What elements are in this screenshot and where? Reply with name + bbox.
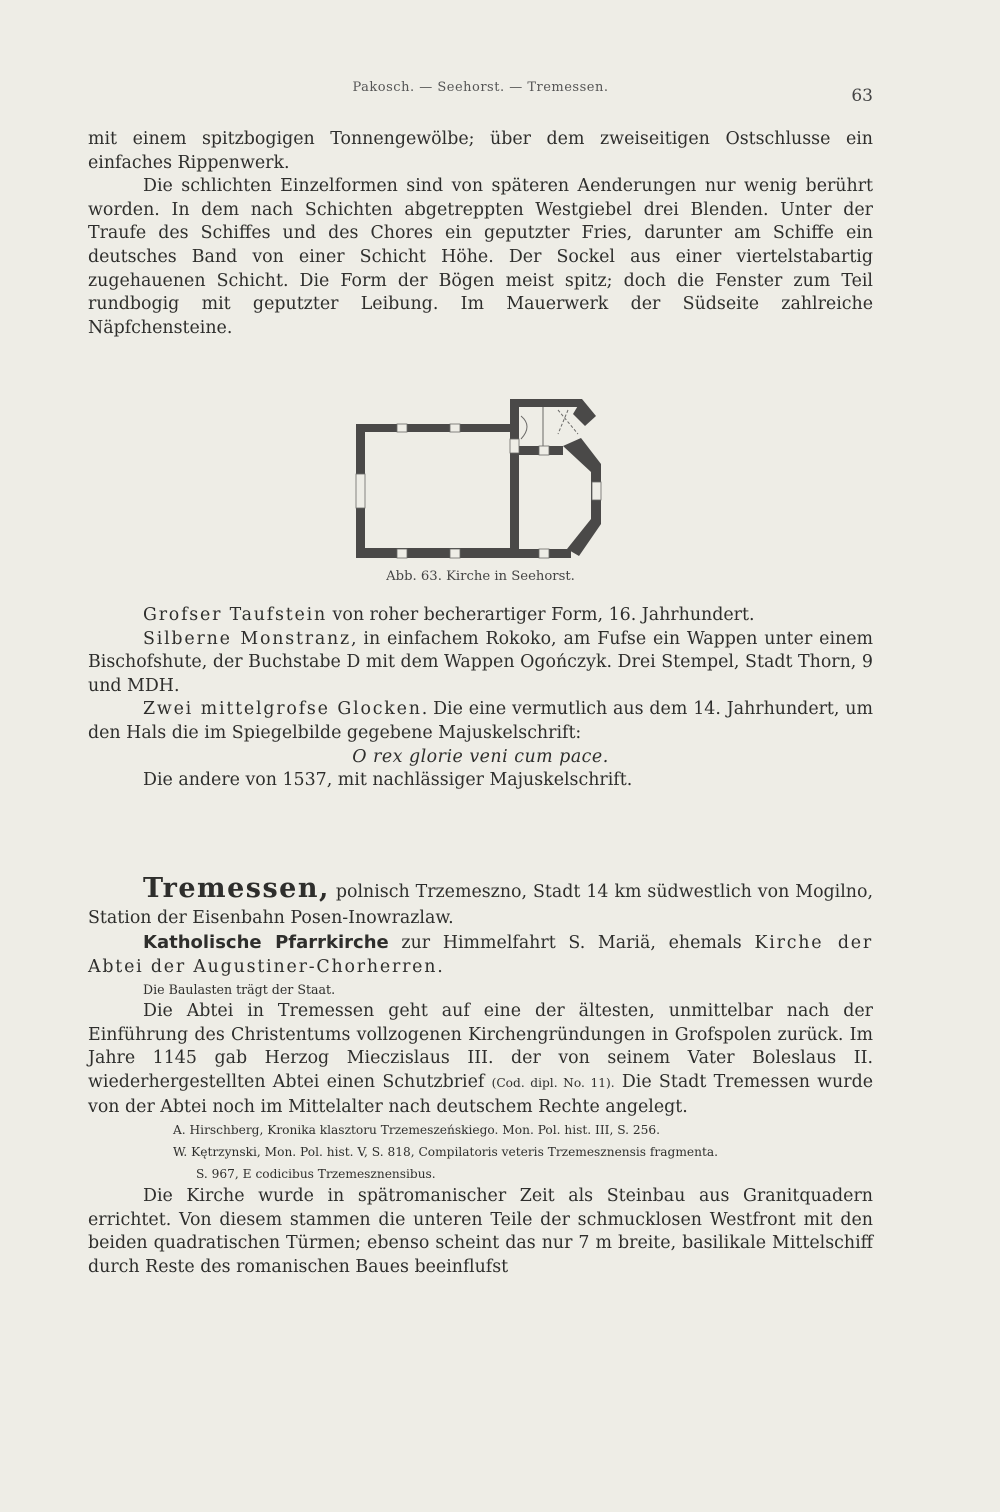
reference-ketrzynski-cont: S. 967, E codicibus Trzemesznensibus.	[196, 1167, 436, 1182]
nave-east-wall	[510, 399, 519, 558]
paragraph-kirche-spaetromanisch: Die Kirche wurde in spätromanischer Zeit als Steinbau aus Granitquadern errichtet. Von diesem stammen die unteren Teile der schmucklosen Westfront mit den beiden quadratischen Türmen; ebenso scheint das nur 7 m breite, basilikale Mittelschiff durch Reste des romanischen Baues beeinflufst	[88, 1186, 873, 1277]
glocken-label: Zwei mittelgrofse Glocken	[143, 699, 422, 720]
annex-north-wall	[510, 399, 582, 407]
window	[450, 549, 460, 558]
page-number: 63	[851, 86, 873, 106]
window	[592, 482, 601, 500]
inscription: O rex glorie veni cum pace.	[352, 746, 609, 767]
nave-north-wall	[356, 424, 516, 432]
town-text: polnisch Trzemeszno, Stadt 14 km südwestlich von Mogilno, Station der Eisenbahn Posen-Inowrazlaw.	[88, 882, 873, 928]
paragraph-einzelformen: Die schlichten Einzelformen sind von späteren Aenderungen nur wenig berührt worden. In dem nach Schichten abgetreppten Westgiebel drei Blenden. Unter der Traufe des Schiffes und des Chores ein geputzter Fries, darunter am Schiffe ein deutsches Band von einer Schicht Höhe. Der Sockel aus einer viertelstabartig zugehauenen Schicht. Die Form der Bögen meist spitz; doch die Fenster zum Teil rundbogig mit geputzter Leibung. Im Mauerwerk der Südseite zahlreiche Näpfchensteine.	[88, 176, 873, 338]
tremessen-block	[88, 873, 873, 1280]
inventory-block	[88, 604, 873, 793]
figure-caption: Abb. 63. Kirche in Seehorst.	[386, 569, 575, 584]
paragraph-continuation: mit einem spitzbogigen Tonnengewölbe; über dem zweiseitigen Ostschlusse ein einfaches Rippenwerk.	[88, 129, 873, 173]
taufstein-text: von roher becherartiger Form, 16. Jahrhundert.	[327, 605, 755, 625]
window	[397, 424, 407, 432]
monstranz-label: Silberne Monstranz	[143, 628, 351, 649]
reference-hirschberg: A. Hirschberg, Kronika klasztoru Trzemeszeńskiego. Mon. Pol. hist. III, S. 256.	[173, 1123, 661, 1138]
paragraph-monstranz	[88, 628, 873, 699]
monstranz-text: , in einfachem Rokoko, am Fufse ein Wappen unter einem Bischofshute, der Buchstabe D mit dem Wappen Ogończyk. Drei Stempel, Stadt Thorn, 9 und MDH.	[88, 628, 873, 696]
nave-south-wall	[356, 548, 516, 558]
paragraph-history	[88, 1000, 873, 1119]
triumphal-arch-opening	[510, 439, 519, 453]
window	[397, 549, 407, 558]
baulasten-note: Die Baulasten trägt der Staat.	[143, 982, 336, 998]
top-text-block	[88, 128, 873, 340]
paragraph-andere-glocke: Die andere von 1537, mit nachlässiger Majuskelschrift.	[143, 770, 633, 791]
running-head: Pakosch. — Seehorst. — Tremessen.	[352, 80, 609, 95]
taufstein-label: Grofser Taufstein	[143, 605, 327, 625]
window	[539, 446, 549, 455]
church-floor-plan	[353, 394, 613, 564]
history-citation: (Cod. dipl. No. 11).	[491, 1075, 615, 1090]
church-text-a: zur Himmelfahrt S. Mariä, ehemals	[388, 933, 755, 953]
choir-east-wall-c	[567, 519, 601, 556]
paragraph-church-intro	[88, 931, 873, 979]
west-door	[356, 474, 365, 508]
church-heading: Katholische Pfarrkirche	[143, 932, 389, 953]
vault-line	[558, 410, 568, 434]
book-page	[88, 0, 873, 1512]
door-swing	[521, 416, 527, 439]
church-text-b: Kirche der Abtei der Augustiner-Chorherren.	[88, 933, 873, 977]
paragraph-tremessen-intro	[88, 873, 873, 931]
glocken-text: . Die eine vermutlich aus dem 14. Jahrhundert, um den Hals die im Spiegelbilde gegebene Majuskelschrift:	[88, 699, 873, 743]
history-text-a: Die Abtei in Tremessen geht auf eine der ältesten, unmittelbar nach der Einführung des Christentums vollzogenen Kirchengründungen in Grofspolen zurück. Im Jahre 1145 gab Herzog Mieczislaus III. der von seinem Vater Boleslaus II. wiederhergestellten Abtei einen Schutzbrief	[88, 1001, 873, 1092]
paragraph-glocken	[88, 698, 873, 745]
paragraph-taufstein	[88, 604, 873, 628]
history-text-b: Die Stadt Tremessen wurde von der Abtei noch im Mittelalter nach deutschem Rechte angelegt.	[88, 1071, 873, 1117]
window	[450, 424, 460, 432]
town-heading: Tremessen,	[143, 873, 330, 904]
window	[539, 549, 549, 558]
reference-ketrzynski: W. Kętrzynski, Mon. Pol. hist. V, S. 818, Compilatoris veteris Trzemesznensis fragmenta.	[173, 1145, 718, 1160]
